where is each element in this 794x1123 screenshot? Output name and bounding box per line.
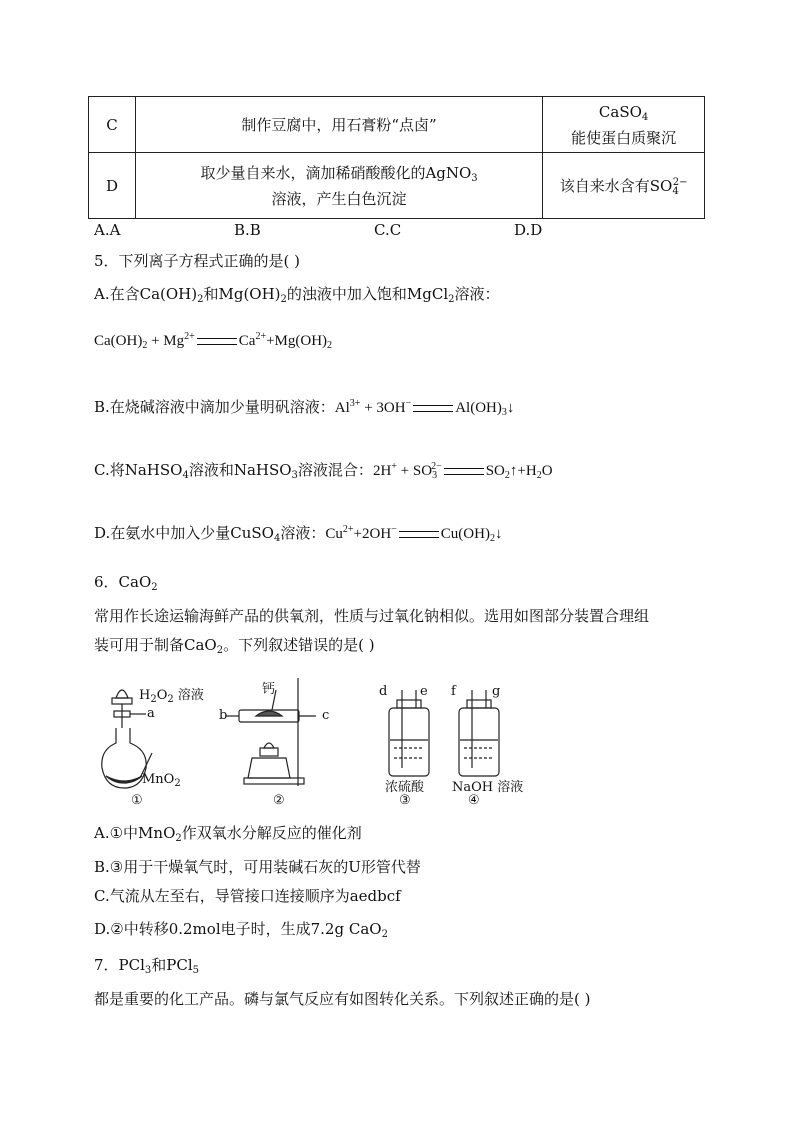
option-b[interactable]: B.B [234,221,261,239]
option-c[interactable]: C.C [374,221,402,239]
label-g: g [492,684,501,699]
row-c-label: C [89,97,136,153]
question-6-stem-line1: 常用作长途运输海鲜产品的供氧剂，性质与过氧化钠相似。选用如图部分装置合理组 [94,607,650,625]
label-f: f [451,684,456,699]
label-conc-sulfuric-acid: 浓硫酸 [385,780,425,795]
question-5-stem: 5．下列离子方程式正确的是( ) [94,252,301,270]
option-a[interactable]: A.A [94,221,121,239]
row-d-label: D [89,153,136,219]
question-6-option-a: A.①中MnO$_2$作双氧水分解反应的催化剂 [94,824,362,844]
row-d-conclusion: 该自来水含有$SO_4^{2-}$ [543,153,705,219]
row-c-operation: 制作豆腐中，用石膏粉“点卤” [135,97,542,153]
question-5-option-d: D.在氨水中加入少量CuSO$_4$溶液：$Cu^{2+}+2OH^-$ $Cu(OH)_2↓$ [94,524,503,544]
question-7-number: 7．PCl$_3$和PCl$_5$ [94,956,200,976]
label-mno2: MnO$_2$ [142,772,181,789]
label-naoh-solution: NaOH 溶液 [452,780,524,795]
label-3: ③ [399,793,411,808]
label-a: a [147,706,155,721]
question-6-number: 6．CaO$_2$ [94,573,158,593]
label-c: c [322,708,330,723]
option-d[interactable]: D.D [514,221,543,239]
question-5-option-a-equation: $Ca(OH)_2 + Mg^{2+}$ $Ca^{2+}+Mg(OH)_2$ [94,331,333,351]
question-6-stem-line2: 装可用于制备CaO$_2$。下列叙述错误的是( ) [94,636,375,656]
question-4-table [88,96,705,219]
question-5-option-a-text: A.在含$Ca(OH)_2$和$Mg(OH)_2$的浊液中加入饱和MgCl$_2$溶液： [94,285,500,305]
apparatus-3-bottle [389,690,429,776]
question-6-option-c: C.气流从左至右，导管接口连接顺序为aedbcf [94,887,401,905]
question-6-option-b: B.③用于干燥氧气时，可用装碱石灰的U形管代替 [94,858,421,876]
label-calcium: 钙 [262,682,276,697]
row-c-conclusion: CaSO$_4$ 能使蛋白质聚沉 [543,97,705,153]
label-1: ① [131,793,143,808]
label-4: ④ [468,793,480,808]
question-5-option-b: B.在烧碱溶液中滴加少量明矾溶液：$Al^{3+} + 3OH^-$ $Al(OH)_3↓$ [94,398,515,418]
question-7-stem: 都是重要的化工产品。磷与氯气反应有如图转化关系。下列叙述正确的是( ) [94,990,591,1008]
label-b: b [219,708,228,723]
label-d: d [379,684,388,699]
question-5-option-c: C.将NaHSO$_4$溶液和NaHSO$_3$溶液混合：$2H^+ + SO_3^{2-}$ $SO_2↑+H_2O$ [94,461,553,481]
question-4-options [94,221,654,239]
apparatus-4-bottle [459,690,499,776]
label-e: e [420,684,428,699]
row-d-operation: 取少量自来水，滴加稀硝酸酸化的AgNO$_3$ 溶液，产生白色沉淀 [135,153,542,219]
label-2: ② [273,793,285,808]
label-h2o2: $H_2O_2$ 溶液 [139,688,204,705]
question-6-option-d: D.②中转移0.2mol电子时，生成7.2g CaO$_2$ [94,920,388,940]
